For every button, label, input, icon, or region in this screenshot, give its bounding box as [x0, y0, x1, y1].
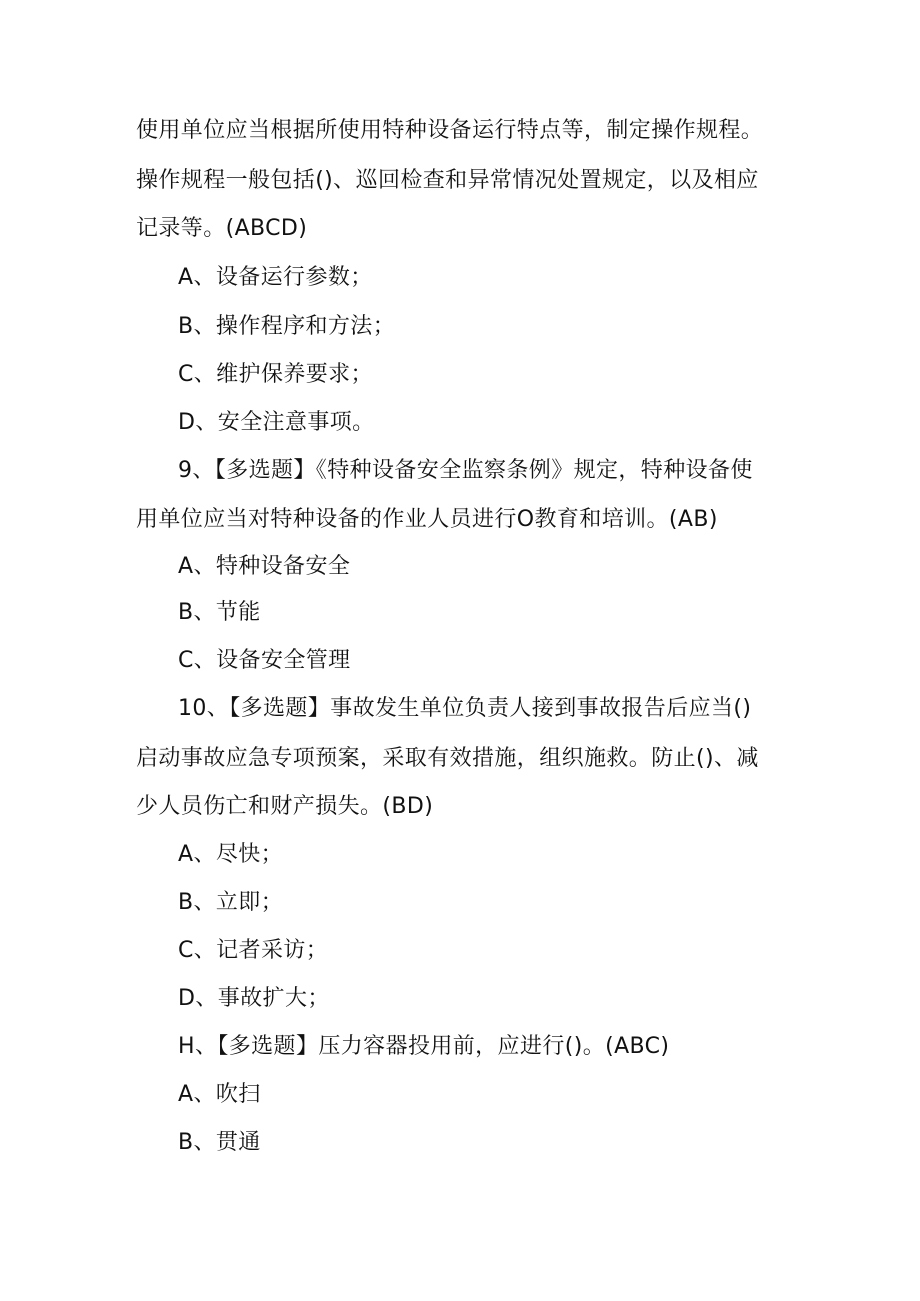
question-10-title: 10、【多选题】事故发生单位负责人接到事故报告后应当()	[178, 696, 752, 721]
question-8-option-c: C、维护保养要求；	[178, 362, 373, 387]
question-11-option-a: A、吹扫	[178, 1082, 261, 1107]
question-8-text-line-2: 操作规程一般包括()、巡回检查和异常情况处置规定，以及相应	[136, 168, 759, 193]
question-10-option-b: B、立即；	[178, 890, 284, 915]
question-9-text-line-2: 用单位应当对特种设备的作业人员进行O教育和培训。(AB)	[136, 507, 718, 532]
question-9-option-c: C、设备安全管理	[178, 648, 351, 673]
question-11-title: H、【多选题】压力容器投用前，应进行()。(ABC)	[178, 1034, 670, 1059]
question-8-text-line-3: 记录等。(ABCD)	[136, 216, 308, 241]
question-10-text-line-2: 启动事故应急专项预案，采取有效措施，组织施救。防止()、减	[136, 746, 759, 771]
question-9-title: 9、【多选题】《特种设备安全监察条例》规定，特种设备使	[178, 458, 753, 483]
question-10-option-c: C、记者采访；	[178, 938, 329, 963]
question-9-option-b: B、节能	[178, 600, 261, 625]
question-10-text-line-3: 少人员伤亡和财产损失。(BD)	[136, 794, 434, 819]
question-10-option-a: A、尽快；	[178, 842, 284, 867]
question-8-text-line-1: 使用单位应当根据所使用特种设备运行特点等，制定操作规程。	[136, 118, 764, 143]
question-8-option-a: A、设备运行参数；	[178, 265, 373, 290]
question-11-option-b: B、贯通	[178, 1130, 261, 1155]
question-9-option-a: A、特种设备安全	[178, 554, 351, 579]
question-8-option-b: B、操作程序和方法；	[178, 314, 396, 339]
question-8-option-d: D、安全注意事项。	[178, 410, 375, 435]
question-10-option-d: D、事故扩大；	[178, 986, 330, 1011]
